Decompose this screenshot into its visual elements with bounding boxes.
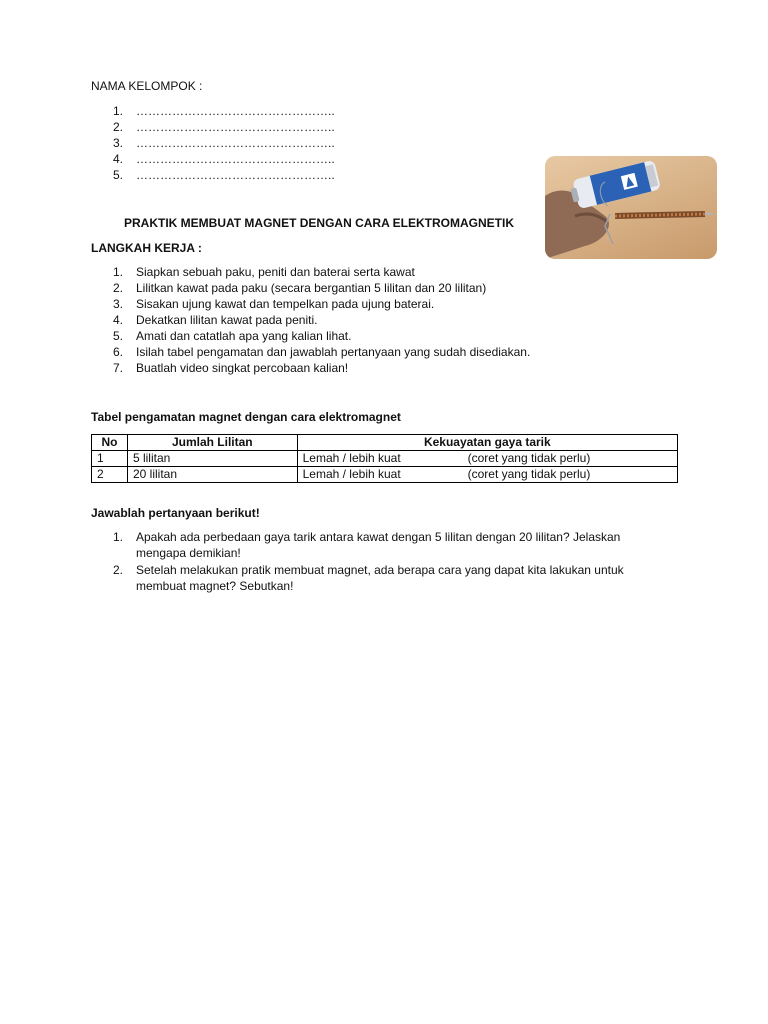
steps-heading: LANGKAH KERJA :: [91, 241, 202, 255]
member-blank: …………………………………………..: [136, 136, 335, 150]
step-text: Dekatkan lilitan kawat pada peniti.: [136, 313, 318, 327]
member-number: 5.: [113, 168, 124, 182]
table-caption: Tabel pengamatan magnet dengan cara elektromagnet: [91, 410, 401, 424]
table-header-row: [92, 435, 678, 451]
step-number: 1.: [113, 265, 124, 279]
step-number: 7.: [113, 361, 124, 375]
cell-lilitan: 5 lilitan: [127, 451, 297, 467]
questions-heading: Jawablah pertanyaan berikut!: [91, 506, 260, 520]
cell-no: 1: [92, 451, 128, 467]
cell-strength[interactable]: [297, 467, 677, 483]
member-blank: …………………………………………..: [136, 104, 335, 118]
strength-note: (coret yang tidak perlu): [467, 451, 591, 465]
battery-shape: [568, 160, 661, 210]
table-row: [92, 451, 678, 467]
header-kekuatan: Kekuayatan gaya tarik: [297, 435, 677, 451]
cell-strength[interactable]: [297, 451, 677, 467]
strength-note: (coret yang tidak perlu): [467, 467, 591, 481]
member-number: 1.: [113, 104, 124, 118]
step-text: Lilitkan kawat pada paku (secara bergantian 5 lilitan dan 20 lilitan): [136, 281, 487, 295]
header-no: No: [92, 435, 128, 451]
page-title: PRAKTIK MEMBUAT MAGNET DENGAN CARA ELEKTROMAGNETIK: [124, 216, 514, 230]
member-blank: …………………………………………..: [136, 168, 335, 182]
question-number: 1.: [113, 530, 124, 544]
header-jumlah-lilitan: Jumlah Lilitan: [127, 435, 297, 451]
step-text: Buatlah video singkat percobaan kalian!: [136, 361, 349, 375]
step-text: Siapkan sebuah paku, peniti dan baterai serta kawat: [136, 265, 415, 279]
member-number: 2.: [113, 120, 124, 134]
electromagnet-illustration: [545, 156, 717, 259]
strength-options: Lemah / lebih kuat: [302, 451, 401, 465]
member-blank: …………………………………………..: [136, 152, 335, 166]
question-text: Setelah melakukan pratik membuat magnet, ada berapa cara yang dapat kita lakukan untuk: [136, 563, 624, 577]
step-number: 6.: [113, 345, 124, 359]
step-number: 2.: [113, 281, 124, 295]
step-number: 4.: [113, 313, 124, 327]
observation-table: [91, 434, 678, 483]
member-number: 4.: [113, 152, 124, 166]
cell-lilitan: 20 lilitan: [127, 467, 297, 483]
step-text: Isilah tabel pengamatan dan jawablah pertanyaan yang sudah disediakan.: [136, 345, 531, 359]
step-text: Sisakan ujung kawat dan tempelkan pada ujung baterai.: [136, 297, 435, 311]
step-number: 3.: [113, 297, 124, 311]
question-text-cont: membuat magnet? Sebutkan!: [136, 579, 294, 593]
question-text-cont: mengapa demikian!: [136, 546, 241, 560]
question-text: Apakah ada perbedaan gaya tarik antara kawat dengan 5 lilitan dengan 20 lilitan? Jelaskan: [136, 530, 621, 544]
member-blank: …………………………………………..: [136, 120, 335, 134]
step-number: 5.: [113, 329, 124, 343]
table-row: [92, 467, 678, 483]
cell-no: 2: [92, 467, 128, 483]
group-name-label: NAMA KELOMPOK :: [91, 79, 203, 93]
question-number: 2.: [113, 563, 124, 577]
member-number: 3.: [113, 136, 124, 150]
step-text: Amati dan catatlah apa yang kalian lihat.: [136, 329, 352, 343]
strength-options: Lemah / lebih kuat: [302, 467, 401, 481]
electromagnet-photo: [545, 156, 717, 259]
